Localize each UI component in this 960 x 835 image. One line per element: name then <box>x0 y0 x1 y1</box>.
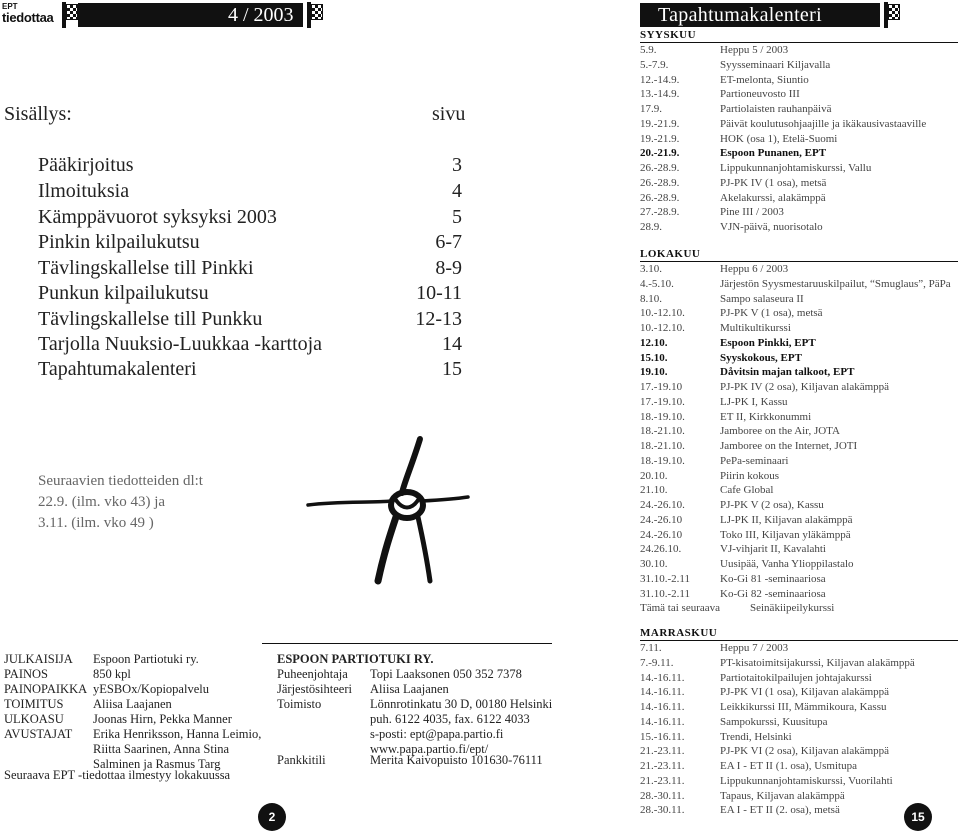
event-text: Päivät koulutusohjaajille ja ikäkausivastaaville <box>720 117 927 130</box>
event-date: 21.-23.11. <box>640 745 685 758</box>
event-row <box>640 58 958 73</box>
event-date: 30.10. <box>640 558 668 570</box>
event-text: Heppu 7 / 2003 <box>720 642 789 654</box>
month-section-marraskuu <box>640 627 958 818</box>
event-text: Lippukunnanjohtamiskurssi, Vallu <box>720 162 872 174</box>
event-text: VJ-vihjarit II, Kavalahti <box>720 543 826 556</box>
event-date: 8.10. <box>640 292 662 305</box>
toc-item: Kämppävuorot syksyksi 2003 5 <box>38 206 462 228</box>
event-date: 18.-19.10. <box>640 410 685 423</box>
checkered-flag-icon <box>307 2 321 28</box>
event-text: Dåvitsin majan talkoot, EPT <box>720 366 855 379</box>
event-row <box>640 43 958 58</box>
event-row <box>640 671 958 686</box>
event-row <box>640 744 958 759</box>
event-text: PJ-PK IV (1 osa), metsä <box>720 176 827 189</box>
event-date: 27.-28.9. <box>640 206 680 219</box>
event-text: Partiolaisten rauhanpäivä <box>720 103 832 115</box>
logo-bottom-text: tiedottaa <box>2 10 54 25</box>
toc-heading: Sisällys: <box>4 103 72 125</box>
publisher-values: Topi Laaksonen 050 352 7378 Aliisa Laajanen Lönnrotinkatu 30 D, 00180 Helsinki puh. 6122 4035, fax. 6122 4033 s-posti: ept@papa.partio.fi www.papa.partio.fi/ept/ <box>370 667 553 756</box>
event-date: 17.-19.10. <box>640 395 685 408</box>
event-date: 20.-21.9. <box>640 147 680 160</box>
event-row <box>640 321 958 336</box>
event-row <box>640 439 958 454</box>
event-date: 15.-16.11. <box>640 730 685 743</box>
event-date: 3.10. <box>640 263 662 275</box>
event-date: 5.-7.9. <box>640 58 669 71</box>
event-text: PJ-PK V (1 osa), metsä <box>720 307 823 320</box>
event-text: Akelakurssi, alakämppä <box>720 191 826 204</box>
event-row <box>640 759 958 774</box>
event-text: PJ-PK VI (2 osa), Kiljavan alakämppä <box>720 745 890 758</box>
event-date: 24.-26.10. <box>640 499 685 511</box>
event-row <box>640 557 958 572</box>
event-text: Seinäkiipeilykurssi <box>750 602 835 615</box>
issue-bar <box>78 3 303 27</box>
event-row <box>640 146 958 161</box>
event-row <box>640 700 958 715</box>
event-row <box>640 380 958 395</box>
event-text: LJ-PK II, Kiljavan alakämppä <box>720 513 853 526</box>
bank-value: Merita Kaivopuisto 101630-76111 <box>370 753 543 767</box>
event-row <box>640 572 958 587</box>
page-number-right: 15 <box>904 803 932 831</box>
event-date: 17.9. <box>640 103 662 115</box>
event-date: 15.10. <box>640 351 668 364</box>
event-text: Tapaus, Kiljavan alakämppä <box>720 789 845 802</box>
toc-item: Pinkin kilpailukutsu 6-7 <box>38 231 462 253</box>
event-row <box>640 277 958 292</box>
event-date: 18.-19.10. <box>640 454 685 467</box>
event-date: 21.-23.11. <box>640 760 685 772</box>
event-text: Ko-Gi 81 -seminaariosa <box>720 572 826 585</box>
event-row <box>640 176 958 191</box>
event-row <box>640 587 958 602</box>
month-heading: MARRASKUU <box>640 627 718 639</box>
event-date: 14.-16.11. <box>640 686 685 699</box>
event-row <box>640 641 958 656</box>
event-row <box>640 656 958 671</box>
event-date: 14.-16.11. <box>640 715 685 728</box>
event-text: PJ-PK VI (1 osa), Kiljavan alakämppä <box>720 686 890 699</box>
event-date: Tämä tai seuraava <box>640 602 721 615</box>
event-row <box>640 469 958 484</box>
event-list <box>640 43 958 235</box>
event-text: Partioneuvosto III <box>720 88 800 101</box>
event-date: 13.-14.9. <box>640 88 680 101</box>
checkered-flag-icon <box>884 2 898 28</box>
calendar-title: Tapahtumakalenteri <box>658 4 822 26</box>
event-row <box>640 685 958 700</box>
event-date: 31.10.-2.11 <box>640 587 691 600</box>
month-section-syyskuu <box>640 29 958 235</box>
page-number-left: 2 <box>258 803 286 831</box>
toc-item: Tarjolla Nuuksio-Luukkaa -karttoja 14 <box>38 333 462 355</box>
event-row <box>640 730 958 745</box>
colophon-values: Espoon Partiotuki ry. 850 kpl yESBOx/Kopiopalvelu Aliisa Laajanen Joonas Hirn, Pekka Manner Erika Henriksson, Hanna Leimio, Riitta Saarinen, Anna Stina Salminen ja Rasmus Targ <box>93 652 262 771</box>
event-date: 10.-12.10. <box>640 307 685 320</box>
event-text: Toko III, Kiljavan yläkämppä <box>720 528 851 541</box>
event-date: 18.-21.10. <box>640 440 685 452</box>
event-text: Espoon Pinkki, EPT <box>720 336 816 349</box>
event-date: 24.-26.10 <box>640 528 683 541</box>
event-row <box>640 483 958 498</box>
event-row <box>640 262 958 277</box>
event-date: 12.10. <box>640 336 668 349</box>
event-text: Pine III / 2003 <box>720 206 784 219</box>
event-text: ET-melonta, Siuntio <box>720 73 809 86</box>
event-text: PT-kisatoimitsijakurssi, Kiljavan alakämppä <box>720 656 915 669</box>
event-text: Cafe Global <box>720 484 774 497</box>
event-list <box>640 641 958 818</box>
event-text: Trendi, Helsinki <box>720 730 792 743</box>
event-text: LJ-PK I, Kassu <box>720 395 788 408</box>
event-date: 12.-14.9. <box>640 73 680 86</box>
toc-item: Punkun kilpailukutsu 10-11 <box>38 282 462 304</box>
event-row <box>640 454 958 469</box>
publisher-labels: Puheenjohtaja Järjestösihteeri Toimisto <box>277 667 352 711</box>
event-text: EA I - ET II (1. osa), Usmitupa <box>720 760 857 772</box>
event-date: 20.10. <box>640 469 668 482</box>
toc-item: Tävlingskallelse till Pinkki 8-9 <box>38 257 462 279</box>
event-text: Syyskokous, EPT <box>720 351 802 364</box>
event-row <box>640 395 958 410</box>
event-row <box>640 424 958 439</box>
event-row <box>640 774 958 789</box>
bank-label: Pankkitili <box>277 753 326 767</box>
event-text: Syysseminaari Kiljavalla <box>720 58 831 71</box>
toc-item: Pääkirjoitus 3 <box>38 154 462 176</box>
event-date: 4.-5.10. <box>640 277 674 290</box>
event-date: 26.-28.9. <box>640 176 680 189</box>
next-issue-note: Seuraava EPT -tiedottaa ilmestyy lokakuussa <box>4 768 231 782</box>
deadline-note: Seuraavien tiedotteiden dl:t 22.9. (ilm. vko 43) ja 3.11. (ilm. vko 49 ) <box>38 473 203 531</box>
event-date: 21.10. <box>640 484 668 497</box>
event-text: VJN-päivä, nuorisotalo <box>720 221 823 233</box>
event-row <box>640 351 958 366</box>
event-text: Uusipää, Vanha Ylioppilastalo <box>720 558 854 570</box>
logo-top-text: EPT <box>2 2 18 11</box>
event-text: Heppu 6 / 2003 <box>720 263 789 275</box>
event-date: 31.10.-2.11 <box>640 572 691 585</box>
calendar-title-bar <box>640 3 880 27</box>
event-row <box>640 102 958 117</box>
checkered-flag-icon <box>62 2 76 28</box>
event-date: 24.-26.10 <box>640 513 683 526</box>
event-date: 28.-30.11. <box>640 804 685 817</box>
event-row <box>640 601 958 616</box>
event-text: PJ-PK V (2 osa), Kassu <box>720 499 824 511</box>
event-date: 26.-28.9. <box>640 162 680 174</box>
event-row <box>640 73 958 88</box>
month-heading: LOKAKUU <box>640 248 701 260</box>
event-date: 7.11. <box>640 642 662 654</box>
event-text: Heppu 5 / 2003 <box>720 44 789 56</box>
event-date: 17.-19.10 <box>640 381 683 393</box>
event-row <box>640 789 958 804</box>
month-section-lokakuu <box>640 248 958 616</box>
event-row <box>640 292 958 307</box>
event-text: Espoon Punanen, EPT <box>720 147 827 160</box>
event-row <box>640 498 958 513</box>
event-row <box>640 161 958 176</box>
event-row <box>640 542 958 557</box>
issue-number: 4 / 2003 <box>228 4 294 26</box>
knot-illustration <box>300 435 470 585</box>
event-date: 24.26.10. <box>640 543 682 556</box>
event-date: 19.10. <box>640 366 668 379</box>
toc-item: Ilmoituksia 4 <box>38 180 462 202</box>
publisher-name: ESPOON PARTIOTUKI RY. <box>277 652 434 666</box>
event-date: 7.-9.11. <box>640 656 674 669</box>
event-row <box>640 715 958 730</box>
event-row <box>640 365 958 380</box>
event-row <box>640 220 958 235</box>
event-row <box>640 513 958 528</box>
divider <box>262 643 552 644</box>
event-row <box>640 87 958 102</box>
event-row <box>640 528 958 543</box>
event-row <box>640 117 958 132</box>
event-date: 19.-21.9. <box>640 117 680 130</box>
event-list <box>640 262 958 601</box>
event-text: HOK (osa 1), Etelä-Suomi <box>720 132 838 145</box>
event-date: 18.-21.10. <box>640 425 685 438</box>
event-row <box>640 336 958 351</box>
event-text: Piirin kokous <box>720 469 779 482</box>
event-text: EA I - ET II (2. osa), metsä <box>720 804 840 817</box>
event-text: PJ-PK IV (2 osa), Kiljavan alakämppä <box>720 381 890 393</box>
event-text: Sampo salaseura II <box>720 292 804 305</box>
event-date: 26.-28.9. <box>640 191 680 204</box>
event-text: Jamboree on the Internet, JOTI <box>720 440 858 452</box>
colophon-labels: JULKAISIJA PAINOS PAINOPAIKKA TOIMITUS ULKOASU AVUSTAJAT <box>4 652 88 741</box>
event-text: PePa-seminaari <box>720 454 789 467</box>
event-date: 10.-12.10. <box>640 322 685 334</box>
month-heading: SYYSKUU <box>640 29 697 41</box>
toc-item: Tapahtumakalenteri 15 <box>38 358 462 380</box>
toc-item: Tävlingskallelse till Punkku 12-13 <box>38 308 462 330</box>
event-text: Jamboree on the Air, JOTA <box>720 425 840 438</box>
event-date: 28.-30.11. <box>640 789 685 802</box>
toc-page-heading: sivu <box>432 103 466 125</box>
event-text: Sampokurssi, Kuusitupa <box>720 715 828 728</box>
event-row <box>640 132 958 147</box>
event-date: 14.-16.11. <box>640 701 685 713</box>
event-date: 5.9. <box>640 44 657 56</box>
event-date: 19.-21.9. <box>640 132 680 145</box>
event-row <box>640 306 958 321</box>
event-row <box>640 191 958 206</box>
event-date: 28.9. <box>640 221 662 233</box>
event-text: Partiotaitokilpailujen johtajakurssi <box>720 671 872 684</box>
event-text: Ko-Gi 82 -seminaariosa <box>720 587 826 600</box>
event-row <box>640 205 958 220</box>
event-text: Leikkikurssi III, Mämmikoura, Kassu <box>720 701 887 713</box>
event-row <box>640 410 958 425</box>
ept-logo <box>2 2 60 26</box>
event-text: Järjestön Syysmestaruuskilpailut, “Smuglaus”, PäPa <box>720 277 951 290</box>
event-text: ET II, Kirkkonummi <box>720 410 812 423</box>
event-date: 14.-16.11. <box>640 671 685 684</box>
event-text: Lippukunnanjohtamiskurssi, Vuorilahti <box>720 774 893 787</box>
event-date: 21.-23.11. <box>640 774 685 787</box>
event-text: Multikultikurssi <box>720 322 791 334</box>
